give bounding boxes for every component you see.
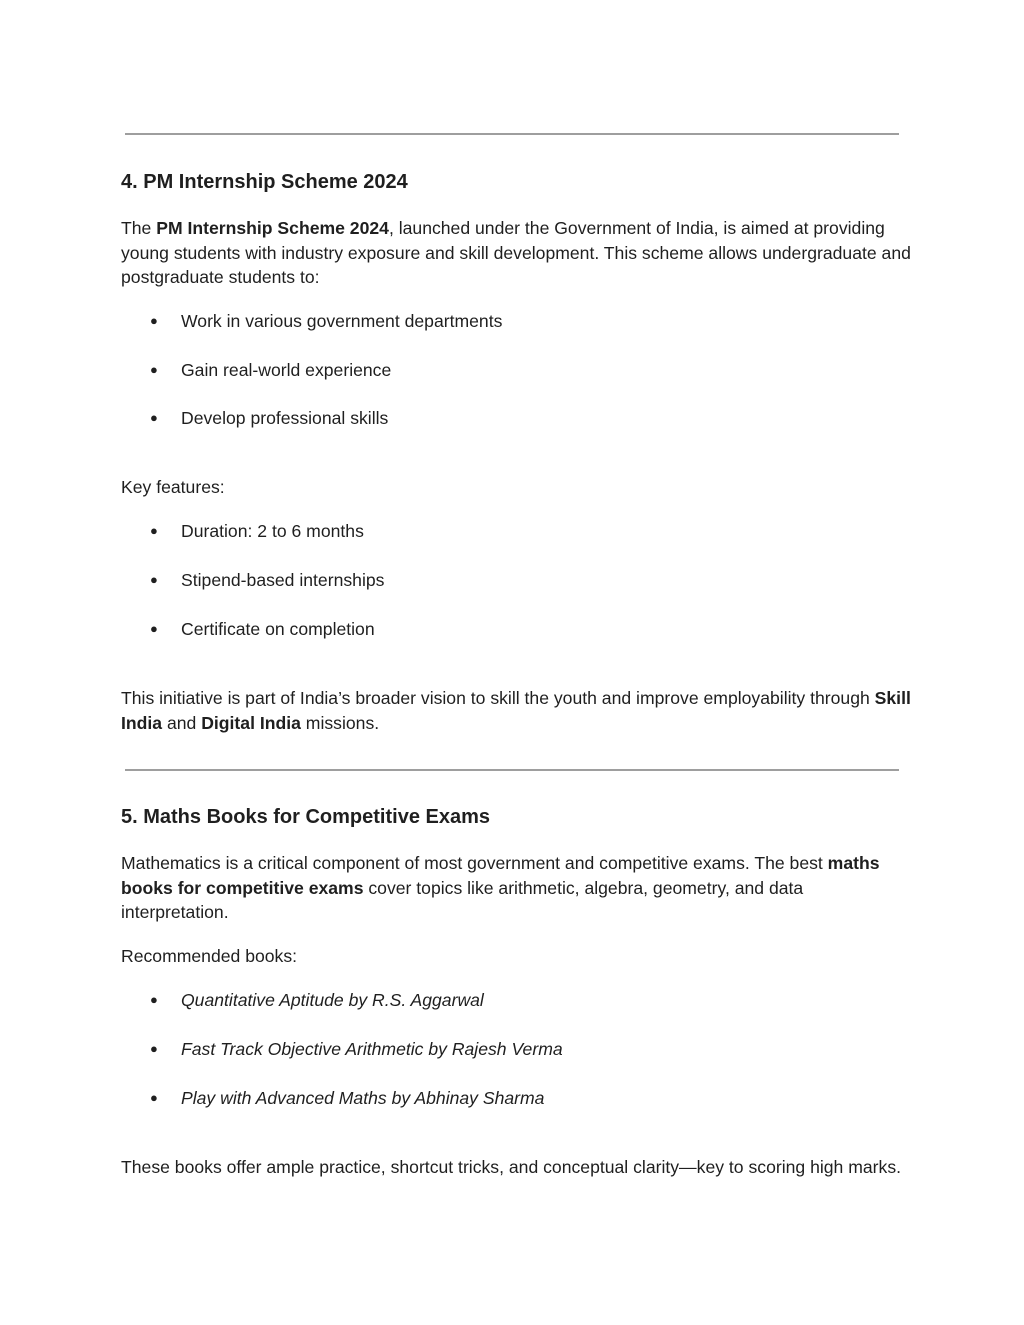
- section-4-intro: The PM Internship Scheme 2024, launched under the Government of India, is aimed at providing young students with industry exposure and skill development. This scheme allows undergraduate and postgraduate students to:: [121, 218, 911, 287]
- bullet-icon: ●: [150, 410, 158, 425]
- list-item: ● Gain real-world experience: [150, 360, 392, 380]
- section-5-heading: 5. Maths Books for Competitive Exams: [121, 806, 490, 828]
- bullet-icon: ●: [150, 1041, 158, 1056]
- list-item: ● Play with Advanced Maths by Abhinay Sharma: [150, 1088, 545, 1108]
- list-item: ● Certificate on completion: [150, 619, 375, 639]
- list-item: ● Duration: 2 to 6 months: [150, 521, 364, 541]
- bullet-icon: ●: [150, 362, 158, 377]
- list-item: ● Develop professional skills: [150, 408, 389, 428]
- list-item: ● Quantitative Aptitude by R.S. Aggarwal: [150, 990, 484, 1010]
- list-item: ● Work in various government departments: [150, 311, 503, 331]
- section-4-heading: 4. PM Internship Scheme 2024: [121, 171, 408, 193]
- section-5-intro: Mathematics is a critical component of most government and competitive exams. The best maths books for competitive exams cover topics like arithmetic, algebra, geometry, and data interpretation.: [121, 853, 880, 922]
- horizontal-rule: [125, 769, 899, 771]
- horizontal-rule: [125, 133, 899, 135]
- recommended-books-label: Recommended books:: [121, 946, 298, 966]
- bullet-icon: ●: [150, 313, 158, 328]
- key-features-label: Key features:: [121, 477, 225, 497]
- bullet-icon: ●: [150, 1090, 158, 1105]
- bullet-icon: ●: [150, 621, 158, 636]
- list-item: ● Fast Track Objective Arithmetic by Rajesh Verma: [150, 1039, 563, 1059]
- bullet-icon: ●: [150, 992, 158, 1007]
- bullet-icon: ●: [150, 572, 158, 587]
- section-5-closing: These books offer ample practice, shortcut tricks, and conceptual clarity—key to scoring high marks.: [121, 1157, 902, 1177]
- list-item: ● Stipend-based internships: [150, 570, 385, 590]
- bullet-icon: ●: [150, 523, 158, 538]
- section-4-closing: This initiative is part of India’s broader vision to skill the youth and improve employability through Skill India and Digital India missions.: [121, 688, 911, 733]
